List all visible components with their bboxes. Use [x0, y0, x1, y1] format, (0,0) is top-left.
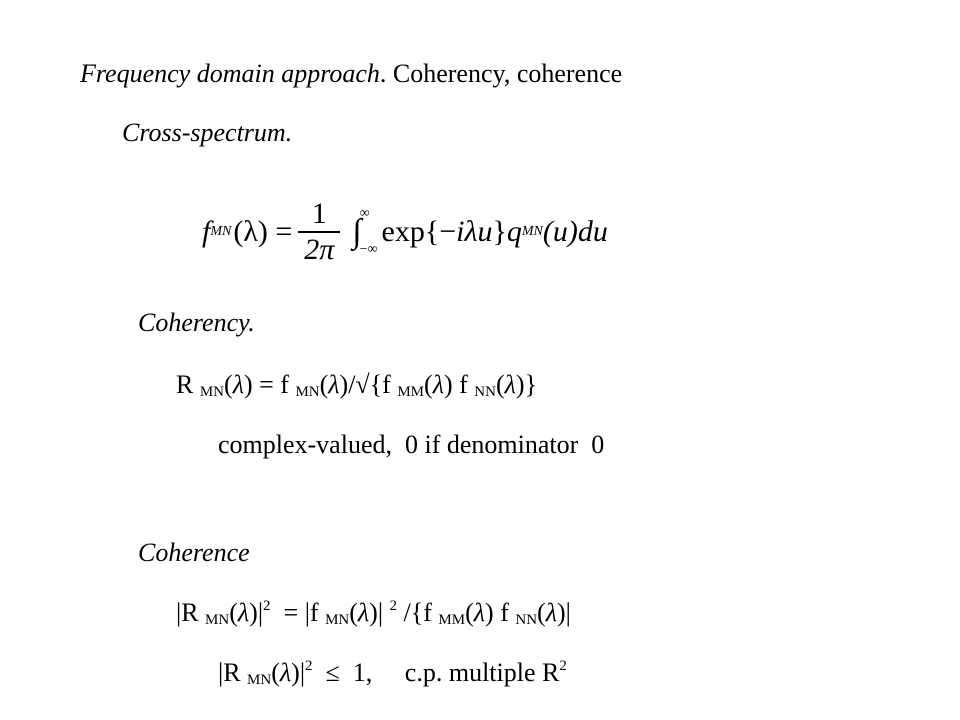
formula-denominator: 2π	[304, 233, 335, 266]
c1-sup1: 2	[263, 598, 271, 614]
coh-lambda1: λ	[232, 370, 244, 399]
title-rest: Coherency, coherence	[392, 59, 623, 88]
c2-b: (	[271, 658, 280, 687]
formula-q: q	[506, 215, 522, 248]
coherency-label: Coherency.	[138, 308, 255, 337]
c1-i: ) f	[485, 598, 509, 627]
integral-limits	[360, 206, 378, 258]
c1-e: (	[349, 598, 358, 627]
coh-p6: ) f	[443, 370, 468, 399]
coh-p5: (	[424, 370, 433, 399]
coherence-label: Coherence	[138, 538, 250, 567]
c2-sub1: MN	[247, 672, 272, 688]
c1-lambda3: λ	[473, 598, 486, 627]
slide-title	[80, 58, 622, 90]
coh-p4: )/√{f	[339, 370, 391, 399]
coh-lambda2: λ	[328, 370, 340, 399]
c2-c: )|	[291, 658, 306, 687]
formula-body-d: (u)du	[542, 215, 608, 248]
integral-lower-limit: −∞	[359, 242, 378, 257]
title-italic: Frequency domain approach	[80, 59, 380, 88]
integral-sign: ∫	[352, 213, 362, 250]
coh-sub2: MN	[295, 384, 320, 400]
coh-p3: (	[319, 370, 329, 399]
c1-sup2: 2	[389, 598, 398, 614]
c1-a: |R	[176, 598, 199, 627]
c1-lambda1: λ	[237, 598, 250, 627]
coh-sub3: MM	[397, 384, 425, 400]
c1-d: = |f	[270, 598, 319, 627]
formula-f: f	[202, 215, 211, 248]
c1-sub2: MN	[325, 612, 350, 628]
coh-p1: (	[224, 370, 233, 399]
formula-numerator: 1	[311, 197, 327, 230]
coh-R: R	[176, 370, 194, 399]
c1-sub1: MN	[205, 612, 230, 628]
integral-upper-limit: ∞	[359, 206, 370, 221]
formula-body-c: }	[492, 215, 507, 248]
formula-integral	[352, 206, 381, 258]
formula-body-b: iλu	[456, 215, 493, 248]
coherence-equation-1	[176, 597, 571, 629]
coherency-note: complex-valued, 0 if denominator 0	[218, 430, 605, 459]
coh-sub1: MN	[199, 384, 225, 400]
coh-lambda3: λ	[432, 370, 444, 399]
c1-f: )|	[369, 598, 384, 627]
cross-spectrum-label: Cross-spectrum.	[122, 118, 293, 147]
coh-p7: (	[495, 370, 505, 399]
c2-a: |R	[218, 658, 241, 687]
coh-lambda4: λ	[504, 370, 516, 399]
c1-g: /{f	[397, 598, 432, 627]
coh-sub4: NN	[474, 384, 496, 400]
c1-sub4: NN	[515, 612, 538, 628]
c2-sup2: 2	[559, 658, 567, 674]
c1-b: (	[229, 598, 238, 627]
formula-fraction	[298, 197, 340, 267]
c2-sup1: 2	[305, 658, 313, 674]
c1-k: )|	[556, 598, 571, 627]
c1-lambda4: λ	[545, 598, 557, 627]
coh-p8: )}	[515, 370, 538, 399]
c1-lambda2: λ	[357, 598, 370, 627]
c1-j: (	[537, 598, 546, 627]
coherence-equation-2	[218, 657, 567, 689]
c2-d: ≤ 1, c.p. multiple R	[312, 658, 560, 687]
cross-spectrum-formula: f MN (λ) = $\frac{1}{2\pi}$ ∫ ∞ −∞ exp{− iλu } q MN (u)du	[202, 197, 608, 266]
title-separator: .	[379, 59, 393, 88]
formula-lhs-arg: (λ) =	[233, 215, 293, 248]
coh-p2: ) = f	[243, 370, 289, 399]
c1-sub3: MM	[438, 612, 466, 628]
c1-c: )|	[249, 598, 264, 627]
c2-lambda: λ	[279, 658, 292, 687]
formula-body-a: exp{−	[381, 215, 457, 248]
coherency-equation	[176, 369, 537, 401]
c1-h: (	[465, 598, 474, 627]
